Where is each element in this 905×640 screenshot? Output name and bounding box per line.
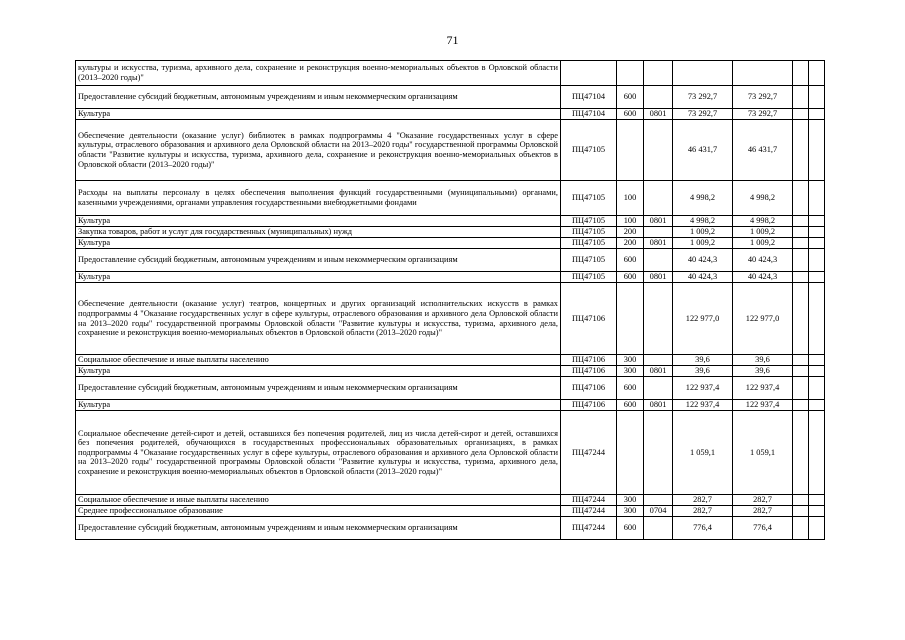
- row-description: Обеспечение деятельности (оказание услуг) театров, концертных и других организаций исполнительских искусств в рамках подпрограммы 4 "Оказание государственных услуг в сфере культуры, отраслевого образования и архивного дела Орловской области на 2013–2020 годы" государственной программы Орловской области "Развитие культуры и искусства, туризма, архивного дела, сохранение и реконструкция военно-мемориальных объектов в Орловской области (2013–2020 годы)": [76, 283, 561, 355]
- row-expense-type: 600: [617, 377, 644, 400]
- row-expense-type: 600: [617, 249, 644, 272]
- row-amount-1: 73 292,7: [673, 109, 733, 120]
- row-empty-cell: [809, 411, 825, 495]
- row-target-code: ПЦ47104: [561, 86, 617, 109]
- row-empty-cell: [809, 506, 825, 517]
- row-section-code: [644, 249, 673, 272]
- table-row: [76, 216, 825, 227]
- row-target-code: ПЦ47105: [561, 181, 617, 216]
- row-empty-cell: [809, 366, 825, 377]
- row-amount-2: 40 424,3: [733, 249, 793, 272]
- row-expense-type: 300: [617, 355, 644, 366]
- row-description: Культура: [76, 109, 561, 120]
- table-row: [76, 249, 825, 272]
- row-empty-cell: [793, 216, 809, 227]
- row-target-code: ПЦ47244: [561, 411, 617, 495]
- row-section-code: [644, 227, 673, 238]
- row-amount-1: 4 998,2: [673, 181, 733, 216]
- row-amount-2: 282,7: [733, 506, 793, 517]
- row-target-code: ПЦ47106: [561, 377, 617, 400]
- row-target-code: ПЦ47105: [561, 272, 617, 283]
- table-row: [76, 400, 825, 411]
- budget-table: [75, 60, 825, 540]
- row-expense-type: [617, 120, 644, 181]
- page-number: 71: [446, 33, 459, 47]
- row-amount-2: 73 292,7: [733, 86, 793, 109]
- row-expense-type: 300: [617, 366, 644, 377]
- table-row: [76, 238, 825, 249]
- row-target-code: ПЦ47106: [561, 355, 617, 366]
- row-empty-cell: [793, 411, 809, 495]
- row-expense-type: 100: [617, 181, 644, 216]
- row-section-code: [644, 120, 673, 181]
- row-empty-cell: [809, 283, 825, 355]
- row-section-code: [644, 517, 673, 540]
- row-expense-type: [617, 411, 644, 495]
- row-section-code: 0801: [644, 216, 673, 227]
- table-row: [76, 506, 825, 517]
- row-amount-1: 73 292,7: [673, 86, 733, 109]
- row-expense-type: 200: [617, 227, 644, 238]
- row-amount-1: 4 998,2: [673, 216, 733, 227]
- row-empty-cell: [809, 216, 825, 227]
- row-expense-type: 300: [617, 495, 644, 506]
- row-empty-cell: [793, 272, 809, 283]
- table-row: [76, 86, 825, 109]
- row-amount-2: 39,6: [733, 355, 793, 366]
- row-amount-1: 122 937,4: [673, 400, 733, 411]
- row-expense-type: 600: [617, 272, 644, 283]
- row-amount-1: 1 009,2: [673, 238, 733, 249]
- row-description: Социальное обеспечение и иные выплаты населению: [76, 495, 561, 506]
- row-empty-cell: [809, 495, 825, 506]
- row-description: Культура: [76, 366, 561, 377]
- table-row: [76, 109, 825, 120]
- table-row: [76, 227, 825, 238]
- row-empty-cell: [793, 86, 809, 109]
- row-empty-cell: [809, 61, 825, 86]
- row-amount-2: 40 424,3: [733, 272, 793, 283]
- row-amount-2: 122 937,4: [733, 377, 793, 400]
- row-empty-cell: [809, 120, 825, 181]
- row-description: Социальное обеспечение детей-сирот и детей, оставшихся без попечения родителей, лиц из числа детей-сирот и детей, оставшихся без попечения родителей, обучающихся в государственных профессиональных образовательных организациях, в рамках подпрограммы 4 "Оказание государственных услуг в сфере культуры, отраслевого образования и архивного дела Орловской области на 2013–2020 годы" государственной программы Орловской области "Развитие культуры и искусства, туризма, архивного дела, сохранение и реконструкция военно-мемориальных объектов в Орловской области (2013–2020 годы)": [76, 411, 561, 495]
- row-section-code: [644, 377, 673, 400]
- row-empty-cell: [793, 506, 809, 517]
- row-amount-2: 282,7: [733, 495, 793, 506]
- row-amount-2: 4 998,2: [733, 181, 793, 216]
- row-section-code: 0801: [644, 400, 673, 411]
- row-empty-cell: [809, 355, 825, 366]
- row-expense-type: [617, 61, 644, 86]
- table-row: [76, 61, 825, 86]
- row-target-code: ПЦ47106: [561, 283, 617, 355]
- row-amount-2: 776,4: [733, 517, 793, 540]
- row-description: Предоставление субсидий бюджетным, автономным учреждениям и иным некоммерческим организациям: [76, 377, 561, 400]
- row-section-code: 0801: [644, 109, 673, 120]
- row-section-code: 0801: [644, 272, 673, 283]
- row-section-code: 0704: [644, 506, 673, 517]
- row-expense-type: 300: [617, 506, 644, 517]
- row-empty-cell: [793, 283, 809, 355]
- row-expense-type: [617, 283, 644, 355]
- row-empty-cell: [793, 120, 809, 181]
- row-description: Среднее профессиональное образование: [76, 506, 561, 517]
- row-empty-cell: [793, 517, 809, 540]
- row-expense-type: 100: [617, 216, 644, 227]
- row-amount-2: 39,6: [733, 366, 793, 377]
- row-amount-1: 1 009,2: [673, 227, 733, 238]
- row-amount-1: 1 059,1: [673, 411, 733, 495]
- row-empty-cell: [793, 181, 809, 216]
- row-empty-cell: [793, 366, 809, 377]
- row-amount-2: 1 059,1: [733, 411, 793, 495]
- row-expense-type: 200: [617, 238, 644, 249]
- row-amount-1: 122 937,4: [673, 377, 733, 400]
- row-empty-cell: [809, 227, 825, 238]
- row-description: Предоставление субсидий бюджетным, автономным учреждениям и иным некоммерческим организациям: [76, 517, 561, 540]
- row-amount-2: 1 009,2: [733, 238, 793, 249]
- row-description: Расходы на выплаты персоналу в целях обеспечения выполнения функций государственными (муниципальными) органами, казенными учреждениями, органами управления государственными внебюджетными фондами: [76, 181, 561, 216]
- row-target-code: ПЦ47105: [561, 216, 617, 227]
- row-amount-1: 46 431,7: [673, 120, 733, 181]
- row-amount-1: 776,4: [673, 517, 733, 540]
- row-description: Социальное обеспечение и иные выплаты населению: [76, 355, 561, 366]
- row-amount-2: 4 998,2: [733, 216, 793, 227]
- table-row: [76, 495, 825, 506]
- row-empty-cell: [809, 249, 825, 272]
- row-target-code: ПЦ47244: [561, 495, 617, 506]
- row-amount-1: 39,6: [673, 355, 733, 366]
- row-amount-1: 39,6: [673, 366, 733, 377]
- row-empty-cell: [793, 61, 809, 86]
- row-empty-cell: [809, 377, 825, 400]
- row-section-code: [644, 181, 673, 216]
- row-target-code: ПЦ47104: [561, 109, 617, 120]
- row-section-code: [644, 355, 673, 366]
- row-section-code: 0801: [644, 366, 673, 377]
- row-description: Культура: [76, 272, 561, 283]
- row-target-code: ПЦ47244: [561, 506, 617, 517]
- row-section-code: [644, 283, 673, 355]
- table-row: [76, 366, 825, 377]
- row-target-code: ПЦ47244: [561, 517, 617, 540]
- table-row: [76, 377, 825, 400]
- row-empty-cell: [793, 355, 809, 366]
- row-amount-2: 73 292,7: [733, 109, 793, 120]
- row-target-code: ПЦ47105: [561, 227, 617, 238]
- table-row: [76, 411, 825, 495]
- row-amount-1: 40 424,3: [673, 249, 733, 272]
- table-row: [76, 181, 825, 216]
- table-body: [76, 61, 825, 540]
- row-description: Предоставление субсидий бюджетным, автономным учреждениям и иным некоммерческим организациям: [76, 249, 561, 272]
- row-amount-2: 46 431,7: [733, 120, 793, 181]
- row-amount-1: 282,7: [673, 506, 733, 517]
- row-amount-2: 1 009,2: [733, 227, 793, 238]
- row-target-code: ПЦ47106: [561, 366, 617, 377]
- row-target-code: [561, 61, 617, 86]
- row-empty-cell: [793, 227, 809, 238]
- row-empty-cell: [793, 249, 809, 272]
- table-row: [76, 272, 825, 283]
- row-empty-cell: [793, 377, 809, 400]
- row-empty-cell: [809, 517, 825, 540]
- row-section-code: [644, 495, 673, 506]
- row-empty-cell: [809, 238, 825, 249]
- row-section-code: 0801: [644, 238, 673, 249]
- row-description: Закупка товаров, работ и услуг для государственных (муниципальных) нужд: [76, 227, 561, 238]
- row-description: Обеспечение деятельности (оказание услуг) библиотек в рамках подпрограммы 4 "Оказание государственных услуг в сфере культуры, отраслевого образования и архивного дела Орловской области на 2013–2020 годы" государственной программы Орловской области "Развитие культуры и искусства, туризма, архивного дела, сохранение и реконструкция военно-мемориальных объектов в Орловской области (2013–2020 годы)": [76, 120, 561, 181]
- row-section-code: [644, 61, 673, 86]
- row-description: культуры и искусства, туризма, архивного дела, сохранение и реконструкция военно-мемориальных объектов в Орловской области (2013–2020 годы)": [76, 61, 561, 86]
- row-target-code: ПЦ47105: [561, 120, 617, 181]
- row-amount-1: [673, 61, 733, 86]
- row-amount-1: 282,7: [673, 495, 733, 506]
- row-amount-1: 40 424,3: [673, 272, 733, 283]
- row-description: Культура: [76, 216, 561, 227]
- row-empty-cell: [793, 109, 809, 120]
- row-amount-2: [733, 61, 793, 86]
- row-amount-2: 122 937,4: [733, 400, 793, 411]
- table-row: [76, 283, 825, 355]
- row-expense-type: 600: [617, 109, 644, 120]
- row-empty-cell: [809, 181, 825, 216]
- row-amount-2: 122 977,0: [733, 283, 793, 355]
- table-row: [76, 355, 825, 366]
- row-empty-cell: [793, 495, 809, 506]
- row-description: Культура: [76, 238, 561, 249]
- row-empty-cell: [809, 86, 825, 109]
- row-empty-cell: [809, 272, 825, 283]
- row-target-code: ПЦ47105: [561, 249, 617, 272]
- table-row: [76, 517, 825, 540]
- row-empty-cell: [793, 238, 809, 249]
- table-row: [76, 120, 825, 181]
- row-target-code: ПЦ47105: [561, 238, 617, 249]
- row-expense-type: 600: [617, 517, 644, 540]
- row-amount-1: 122 977,0: [673, 283, 733, 355]
- row-empty-cell: [809, 109, 825, 120]
- row-empty-cell: [793, 400, 809, 411]
- row-expense-type: 600: [617, 86, 644, 109]
- row-section-code: [644, 86, 673, 109]
- row-section-code: [644, 411, 673, 495]
- row-description: Предоставление субсидий бюджетным, автономным учреждениям и иным некоммерческим организациям: [76, 86, 561, 109]
- row-expense-type: 600: [617, 400, 644, 411]
- row-description: Культура: [76, 400, 561, 411]
- row-empty-cell: [809, 400, 825, 411]
- row-target-code: ПЦ47106: [561, 400, 617, 411]
